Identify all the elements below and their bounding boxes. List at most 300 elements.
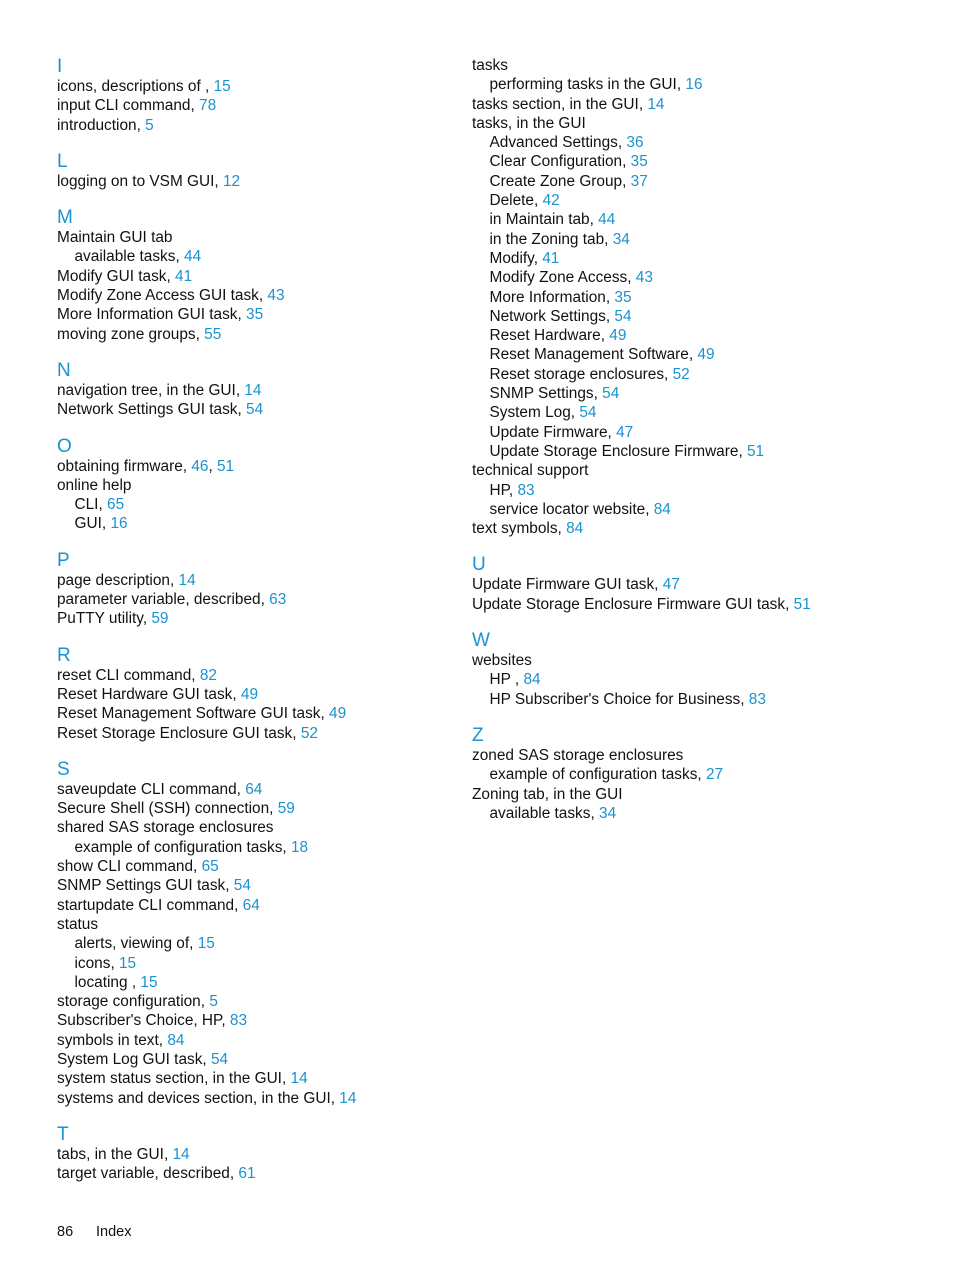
page-link[interactable]: 49	[697, 346, 715, 364]
page-link[interactable]: 12	[222, 172, 241, 190]
index-entry	[57, 96, 447, 115]
separator: ,	[269, 800, 278, 818]
index-term: in Maintain tab	[489, 211, 590, 229]
page-link[interactable]: 44	[598, 211, 616, 229]
separator: ,	[110, 954, 119, 972]
separator: ,	[654, 576, 663, 594]
separator: ,	[282, 838, 291, 856]
separator: ,	[136, 116, 146, 134]
separator: ,	[235, 381, 245, 399]
page-link[interactable]: 41	[175, 267, 193, 285]
index-entry	[57, 590, 447, 609]
separator: ,	[225, 877, 234, 895]
index-section-r	[57, 645, 447, 743]
separator: ,	[281, 1070, 291, 1088]
separator: ,	[627, 269, 636, 287]
separator: ,	[600, 327, 610, 345]
index-term: example of configuration tasks	[74, 838, 283, 856]
index-term: Network Settings	[489, 307, 606, 325]
index-entry	[57, 325, 447, 344]
index-letter-heading: Z	[472, 724, 484, 746]
index-term: navigation tree, in the GUI	[57, 381, 236, 399]
index-term: symbols in text	[57, 1031, 159, 1049]
index-term: Maintain GUI tab	[57, 229, 173, 247]
page-link[interactable]: 34	[599, 804, 617, 822]
page-link[interactable]: 41	[542, 249, 560, 267]
index-letter-heading: I	[57, 56, 63, 77]
index-subentry	[57, 934, 447, 953]
index-term: systems and devices section, in the GUI	[57, 1089, 331, 1107]
index-column-left	[57, 56, 447, 1199]
separator: ,	[258, 287, 268, 305]
index-term: shared SAS storage enclosures	[57, 819, 274, 837]
separator: ,	[607, 423, 617, 441]
index-term: alerts, viewing of	[74, 935, 190, 953]
separator: ,	[508, 481, 518, 499]
index-subentry	[472, 365, 912, 384]
page-link[interactable]: 15	[213, 78, 231, 95]
index-term: Network Settings GUI task	[57, 401, 238, 419]
separator: ,	[605, 307, 615, 325]
page-link[interactable]: 27	[705, 766, 724, 784]
index-entry	[57, 77, 447, 96]
page-link[interactable]: 14	[244, 381, 262, 399]
index-subentry	[472, 191, 912, 210]
separator: ,	[638, 95, 648, 113]
index-letter-heading: L	[57, 150, 68, 172]
index-section-s	[57, 759, 447, 1108]
index-letter-heading: P	[57, 549, 70, 571]
page-link[interactable]: 34	[612, 230, 630, 248]
index-subentry	[472, 670, 912, 689]
index-subentry	[472, 268, 912, 287]
index-term: logging on to VSM GUI	[57, 172, 215, 190]
index-term: icons	[74, 954, 111, 972]
separator: ,	[320, 705, 330, 723]
index-subentry	[57, 247, 447, 266]
separator: ,	[664, 365, 673, 383]
index-term: parameter variable, described	[57, 591, 261, 609]
index-entry	[472, 651, 912, 670]
page-link[interactable]: 54	[579, 404, 597, 422]
index-entry	[57, 799, 447, 818]
separator: ,	[645, 500, 654, 518]
index-entry	[57, 780, 447, 799]
index-term: Reset Storage Enclosure GUI task	[57, 724, 293, 742]
page-link[interactable]: 18	[290, 838, 309, 856]
separator: ,	[142, 610, 152, 628]
page-link[interactable]: 54	[210, 1050, 229, 1068]
index-term: tabs, in the GUI	[57, 1145, 164, 1163]
index-subentry	[57, 495, 447, 514]
index-entry	[57, 1011, 447, 1030]
index-section-o	[57, 436, 447, 534]
separator: ,	[205, 78, 214, 95]
index-term: target variable, described	[57, 1165, 230, 1183]
separator: ,	[570, 404, 580, 422]
index-letter-heading: S	[57, 758, 70, 780]
index-entry	[57, 1069, 447, 1088]
index-term: PuTTY utility	[57, 610, 143, 628]
page-link[interactable]: 16	[110, 515, 128, 533]
index-term: reset CLI command	[57, 666, 192, 684]
separator: ,	[158, 1031, 168, 1049]
index-entry	[472, 114, 912, 133]
index-entry	[57, 400, 447, 419]
page-link[interactable]: 65	[107, 496, 125, 514]
index-term: Update Firmware	[489, 423, 608, 441]
page-link[interactable]: 64	[242, 896, 260, 914]
separator: ,	[237, 306, 247, 324]
page-link[interactable]: 51	[217, 457, 235, 475]
page-link[interactable]: 5	[145, 116, 154, 134]
index-entry	[57, 1089, 447, 1108]
page-link[interactable]: 51	[793, 595, 811, 613]
index-term: SNMP Settings GUI task	[57, 877, 226, 895]
index-entry	[57, 267, 447, 286]
page-link[interactable]: 78	[199, 97, 217, 115]
index-entry	[57, 1145, 447, 1164]
index-entry	[57, 286, 447, 305]
separator: ,	[101, 515, 111, 533]
separator: ,	[98, 496, 108, 514]
page-link[interactable]: 14	[172, 1145, 190, 1163]
page-link[interactable]: 83	[517, 481, 535, 499]
separator: ,	[232, 685, 241, 703]
separator: ,	[590, 804, 600, 822]
index-term: Reset Hardware	[489, 327, 601, 345]
separator: ,	[189, 935, 198, 953]
footer-section-title: Index	[96, 1224, 132, 1240]
index-subentry	[472, 690, 912, 709]
index-term: Advanced Settings	[489, 134, 618, 152]
index-term: storage configuration	[57, 993, 201, 1011]
index-term: Modify Zone Access GUI task	[57, 287, 259, 305]
page-link[interactable]: 49	[609, 327, 627, 345]
page-link[interactable]: 43	[267, 287, 285, 305]
index-term: system status section, in the GUI	[57, 1070, 282, 1088]
index-entry	[472, 56, 912, 75]
separator: ,	[237, 401, 247, 419]
page-link[interactable]: 14	[339, 1089, 357, 1107]
page-link[interactable]: 46	[191, 457, 209, 475]
separator: ,	[234, 896, 243, 914]
page-link[interactable]: 52	[300, 724, 318, 742]
separator: ,	[214, 172, 223, 190]
separator: ,	[200, 993, 210, 1011]
index-subentry	[57, 838, 447, 857]
index-entry	[57, 172, 447, 191]
page-link[interactable]: 54	[246, 401, 264, 419]
page-link[interactable]: 59	[151, 610, 169, 628]
separator: ,	[557, 520, 567, 538]
index-subentry	[472, 765, 912, 784]
page-link[interactable]: 47	[616, 423, 634, 441]
index-subentry	[472, 288, 912, 307]
separator: ,	[738, 442, 747, 460]
index-subentry	[472, 249, 912, 268]
page-link[interactable]: 61	[238, 1165, 256, 1183]
index-entry	[57, 1031, 447, 1050]
page-number: 86	[57, 1224, 74, 1240]
index-entry	[472, 785, 912, 804]
index-section-u	[472, 554, 912, 614]
page-link[interactable]: 52	[672, 365, 690, 383]
index-term: icons, descriptions of	[57, 78, 205, 95]
page-link[interactable]: 44	[184, 248, 202, 266]
page-link[interactable]: 47	[662, 576, 680, 594]
index-entry	[472, 746, 912, 765]
index-term: Modify	[489, 249, 534, 267]
index-term: Create Zone Group	[489, 172, 623, 190]
index-subentry	[472, 172, 912, 191]
separator: ,	[236, 780, 246, 798]
index-term: HP	[489, 481, 509, 499]
page-link[interactable]: 82	[199, 666, 217, 684]
index-section-m	[57, 207, 447, 344]
index-section-t	[57, 1124, 447, 1184]
index-term: Reset Management Software GUI task	[57, 705, 321, 723]
page-link[interactable]: 65	[201, 858, 219, 876]
index-term: text symbols	[472, 520, 558, 538]
page-link[interactable]: 14	[290, 1070, 308, 1088]
index-term: example of configuration tasks	[489, 766, 698, 784]
separator: ,	[260, 591, 270, 609]
page-link[interactable]: 15	[197, 935, 215, 953]
page-link[interactable]: 36	[626, 134, 644, 152]
index-term: Zoning tab, in the GUI	[472, 785, 623, 803]
page-link[interactable]: 84	[167, 1031, 185, 1049]
index-term: Clear Configuration	[489, 153, 623, 171]
index-term: System Log GUI task	[57, 1050, 203, 1068]
index-subentry	[472, 75, 912, 94]
index-entry	[57, 857, 447, 876]
index-subentry	[472, 384, 912, 403]
index-term: performing tasks in the GUI	[489, 76, 677, 94]
page-link[interactable]: 37	[630, 172, 648, 190]
page-link[interactable]: 84	[566, 520, 584, 538]
index-subentry	[57, 954, 447, 973]
index-term: online help	[57, 476, 132, 494]
index-letter-heading: M	[57, 207, 73, 229]
index-term: technical support	[472, 462, 589, 480]
index-subentry	[472, 423, 912, 442]
index-entry	[57, 228, 447, 247]
index-entry	[57, 915, 447, 934]
index-letter-heading: N	[57, 359, 71, 381]
separator: ,	[589, 211, 599, 229]
index-term: HP	[489, 671, 515, 689]
index-letter-heading: U	[472, 554, 486, 576]
index-term: in the Zoning tab	[489, 230, 605, 248]
page-link[interactable]: 54	[602, 385, 620, 403]
separator: ,	[617, 134, 627, 152]
index-term: Modify Zone Access	[489, 269, 628, 287]
index-entry	[57, 1164, 447, 1183]
index-entry	[57, 381, 447, 400]
index-entry	[57, 666, 447, 685]
separator: ,	[191, 666, 200, 684]
index-entry	[57, 818, 447, 837]
page-link[interactable]: 63	[269, 591, 287, 609]
index-entry	[472, 461, 912, 480]
index-entry	[57, 116, 447, 135]
page-link[interactable]: 14	[647, 95, 665, 113]
index-subentry	[472, 230, 912, 249]
index-subentry	[57, 973, 447, 992]
page-link[interactable]: 35	[630, 153, 648, 171]
index-entry	[57, 571, 447, 590]
index-entry	[57, 896, 447, 915]
index-term: available tasks	[489, 804, 591, 822]
index-column-right	[472, 56, 912, 839]
index-entry	[472, 575, 912, 594]
page-link[interactable]: 51	[747, 442, 765, 460]
index-subentry	[472, 307, 912, 326]
page-link[interactable]: 16	[685, 76, 703, 94]
index-section-z	[472, 725, 912, 823]
index-term: Reset storage enclosures	[489, 365, 665, 383]
index-subentry	[472, 133, 912, 152]
separator: ,	[202, 1050, 211, 1068]
separator: ,	[533, 249, 543, 267]
index-term: Update Storage Enclosure Firmware	[489, 442, 739, 460]
index-subentry	[472, 481, 912, 500]
index-entry	[57, 1050, 447, 1069]
index-term: Delete	[489, 192, 534, 210]
page-link[interactable]: 15	[140, 973, 158, 991]
index-term: tasks, in the GUI	[472, 114, 586, 132]
separator: ,	[175, 248, 185, 266]
page-link[interactable]: 15	[119, 954, 137, 972]
index-section-n	[57, 360, 447, 420]
index-term: tasks	[472, 57, 508, 74]
index-subentry	[472, 403, 912, 422]
index-term: obtaining firmware	[57, 457, 183, 475]
index-subentry	[472, 326, 912, 345]
index-subentry	[472, 442, 912, 461]
index-term: More Information GUI task	[57, 306, 238, 324]
page-footer	[57, 1222, 131, 1242]
index-section-w	[472, 630, 912, 709]
index-letter-heading: W	[472, 630, 490, 652]
page-link[interactable]: 54	[233, 877, 251, 895]
index-term: System Log	[489, 404, 571, 422]
index-term: Modify GUI task	[57, 267, 167, 285]
page-link[interactable]: 54	[614, 307, 632, 325]
index-section-l	[57, 151, 447, 191]
index-term: available tasks	[74, 248, 176, 266]
page-link[interactable]: 42	[542, 192, 560, 210]
separator: ,	[622, 172, 631, 190]
separator: ,	[593, 385, 603, 403]
index-term: websites	[472, 652, 532, 670]
index-letter-heading: R	[57, 644, 71, 666]
index-term: Secure Shell (SSH) connection	[57, 800, 270, 818]
index-term: Update Storage Enclosure Firmware GUI task	[472, 595, 786, 613]
index-term: input CLI command	[57, 97, 191, 115]
index-term: tasks section, in the GUI	[472, 95, 639, 113]
index-subentry	[472, 500, 912, 519]
index-section-p	[57, 550, 447, 629]
index-term: GUI	[74, 515, 102, 533]
index-section-i	[57, 56, 447, 135]
page-link[interactable]: 83	[229, 1012, 248, 1030]
page-link[interactable]: 14	[178, 571, 196, 589]
index-entry	[57, 724, 447, 743]
separator: ,	[330, 1089, 340, 1107]
page-link[interactable]: 49	[240, 685, 259, 703]
page-link[interactable]: 84	[523, 671, 541, 689]
page-link[interactable]: 84	[653, 500, 671, 518]
page-link[interactable]: 35	[614, 288, 632, 306]
page-link[interactable]: 5	[209, 993, 218, 1011]
index-subentry	[472, 152, 912, 171]
index-entry	[57, 685, 447, 704]
page-link[interactable]: 35	[246, 306, 264, 324]
separator: ,	[131, 973, 141, 991]
index-entry	[472, 519, 912, 538]
separator: ,	[221, 1012, 230, 1030]
separator: ,	[195, 325, 205, 343]
index-term: service locator website	[489, 500, 646, 518]
index-term: CLI	[74, 496, 99, 514]
index-letter-heading: O	[57, 435, 72, 457]
page-link[interactable]: 83	[748, 690, 766, 708]
separator: ,	[605, 288, 615, 306]
index-entry	[57, 992, 447, 1011]
index-term: HP Subscriber's Choice for Business	[489, 690, 741, 708]
index-term: Reset Management Software	[489, 346, 689, 364]
page-link[interactable]: 59	[277, 800, 295, 818]
index-entry	[57, 476, 447, 495]
separator: ,	[604, 230, 613, 248]
index-entry	[57, 457, 447, 476]
index-subentry	[472, 210, 912, 229]
index-section-continued	[472, 56, 912, 538]
index-term: moving zone groups	[57, 325, 196, 343]
separator: ,	[292, 724, 301, 742]
index-entry	[57, 704, 447, 723]
page-link[interactable]: 49	[329, 705, 347, 723]
separator: ,	[208, 457, 217, 475]
index-subentry	[57, 514, 447, 533]
index-term: show CLI command	[57, 858, 194, 876]
separator: ,	[169, 571, 179, 589]
index-entry	[57, 876, 447, 895]
separator: ,	[676, 76, 686, 94]
index-term: zoned SAS storage enclosures	[472, 746, 684, 764]
index-subentry	[472, 804, 912, 823]
index-term: introduction	[57, 116, 137, 134]
page-link[interactable]: 43	[635, 269, 653, 287]
separator: ,	[514, 671, 524, 689]
index-term: locating	[74, 973, 132, 991]
page-link[interactable]: 55	[204, 325, 222, 343]
separator: ,	[166, 267, 176, 285]
separator: ,	[190, 97, 200, 115]
separator: ,	[697, 766, 706, 784]
separator: ,	[688, 346, 698, 364]
separator: ,	[163, 1145, 173, 1163]
separator: ,	[229, 1165, 239, 1183]
separator: ,	[740, 690, 749, 708]
index-term: page description	[57, 571, 170, 589]
index-term: startupdate CLI command	[57, 896, 235, 914]
page-link[interactable]: 64	[245, 780, 263, 798]
index-term: status	[57, 915, 99, 933]
separator: ,	[182, 457, 192, 475]
